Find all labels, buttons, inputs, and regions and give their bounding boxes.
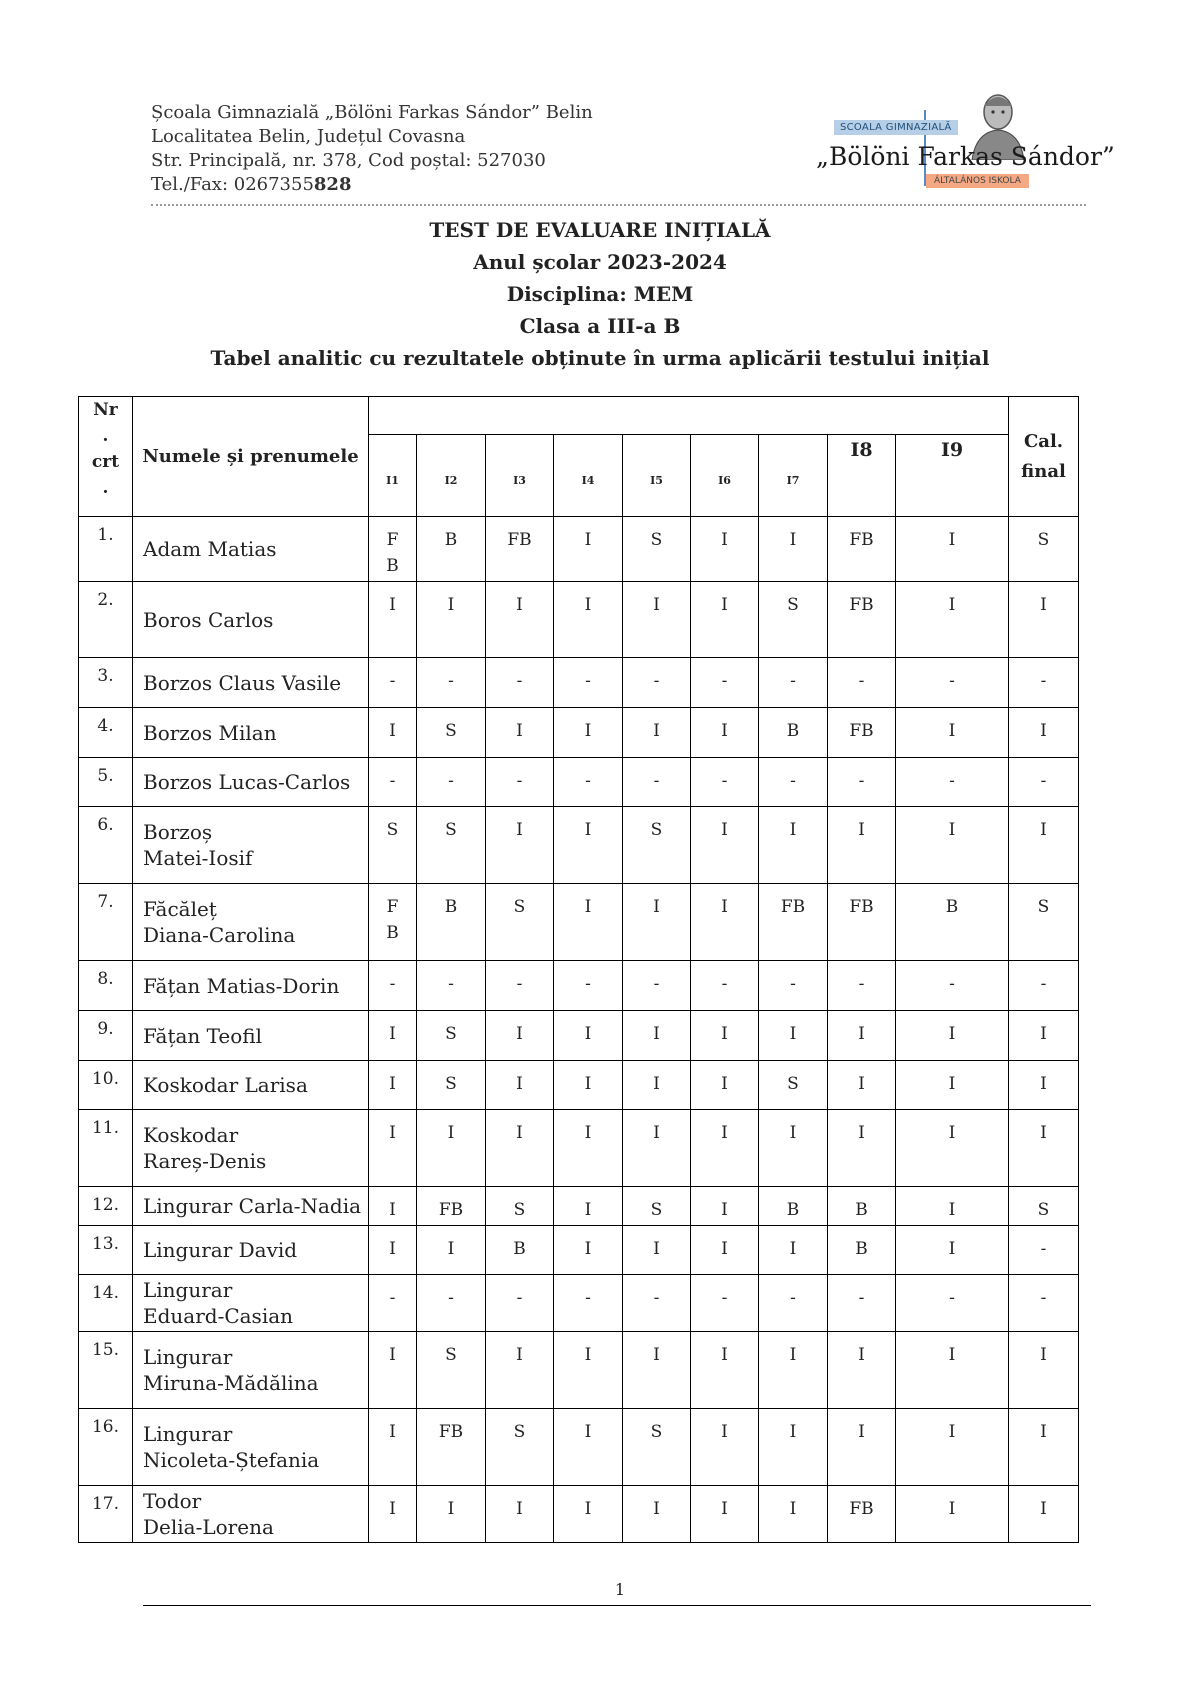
final-grade-cell: I bbox=[1009, 1011, 1079, 1061]
grade-cell: F B bbox=[369, 517, 417, 582]
page-number: 1 bbox=[614, 1580, 626, 1599]
grade-cell: - bbox=[369, 961, 417, 1011]
header-divider bbox=[151, 204, 1086, 206]
grade-cell: I bbox=[759, 1226, 828, 1275]
grade-cell: I bbox=[486, 582, 554, 658]
final-grade-cell: I bbox=[1009, 1110, 1079, 1187]
final-grade-cell: I bbox=[1009, 582, 1079, 658]
final-grade-cell: I bbox=[1009, 1061, 1079, 1110]
final-grade-cell: I bbox=[1009, 1486, 1079, 1543]
grade-cell: I bbox=[369, 1110, 417, 1187]
grade-cell: I bbox=[896, 1409, 1009, 1486]
grade-cell: I bbox=[554, 582, 623, 658]
header-item: I4 bbox=[554, 435, 623, 517]
grade-cell: I bbox=[554, 1409, 623, 1486]
final-grade-cell: - bbox=[1009, 1226, 1079, 1275]
school-logo bbox=[816, 86, 1115, 194]
row-number: 14. bbox=[79, 1275, 133, 1332]
student-name: Borzos Claus Vasile bbox=[133, 658, 369, 708]
final-grade-cell: - bbox=[1009, 961, 1079, 1011]
grade-cell: B bbox=[759, 708, 828, 758]
header-item: I6 bbox=[691, 435, 759, 517]
grade-cell: - bbox=[486, 758, 554, 807]
grade-cell: I bbox=[623, 1486, 691, 1543]
grade-cell: - bbox=[623, 658, 691, 708]
grade-cell: I bbox=[623, 582, 691, 658]
grade-cell: I bbox=[623, 1332, 691, 1409]
grade-cell: B bbox=[417, 884, 486, 961]
grade-cell: I bbox=[896, 517, 1009, 582]
grade-cell: S bbox=[417, 1332, 486, 1409]
table-row bbox=[79, 1409, 1079, 1486]
header-items-group bbox=[369, 397, 1009, 435]
grade-cell: I bbox=[896, 1187, 1009, 1226]
student-name: Boros Carlos bbox=[133, 582, 369, 658]
grade-cell: S bbox=[486, 884, 554, 961]
student-name: Koskodar Larisa bbox=[133, 1061, 369, 1110]
grade-cell: I bbox=[486, 1110, 554, 1187]
grade-cell: B bbox=[896, 884, 1009, 961]
grade-cell: F B bbox=[369, 884, 417, 961]
grade-cell: S bbox=[369, 807, 417, 884]
document-titles bbox=[0, 214, 1200, 374]
table-row bbox=[79, 1110, 1079, 1187]
grade-cell: S bbox=[759, 1061, 828, 1110]
grade-cell: S bbox=[623, 807, 691, 884]
grade-cell: I bbox=[896, 1332, 1009, 1409]
grade-cell: I bbox=[691, 1061, 759, 1110]
row-number: 1. bbox=[79, 517, 133, 582]
final-grade-cell: I bbox=[1009, 1409, 1079, 1486]
grade-cell: - bbox=[486, 658, 554, 708]
grade-cell: FB bbox=[828, 517, 896, 582]
table-row bbox=[79, 1486, 1079, 1543]
grade-cell: I bbox=[896, 807, 1009, 884]
grade-cell: I bbox=[896, 1486, 1009, 1543]
student-name: Lingurar Carla-Nadia bbox=[133, 1187, 369, 1226]
grade-cell: I bbox=[554, 1011, 623, 1061]
grade-cell: I bbox=[828, 1110, 896, 1187]
grade-cell: I bbox=[369, 1061, 417, 1110]
grade-cell: I bbox=[369, 1187, 417, 1226]
logo-bottom-tag: ÁLTALÁNOS ISKOLA bbox=[926, 174, 1029, 188]
final-grade-cell: S bbox=[1009, 1187, 1079, 1226]
grade-cell: FB bbox=[759, 884, 828, 961]
grade-cell: I bbox=[369, 582, 417, 658]
grade-cell: I bbox=[623, 1011, 691, 1061]
school-year: Anul școlar 2023-2024 bbox=[473, 250, 727, 274]
grade-cell: B bbox=[828, 1187, 896, 1226]
street-line: Str. Principală, nr. 378, Cod poștal: 527030 bbox=[151, 150, 546, 171]
grade-cell: I bbox=[554, 1226, 623, 1275]
grade-cell: S bbox=[623, 517, 691, 582]
grade-cell: I bbox=[486, 1011, 554, 1061]
table-row bbox=[79, 1061, 1079, 1110]
grade-cell: I bbox=[369, 708, 417, 758]
grade-cell: I bbox=[417, 1226, 486, 1275]
grade-cell: I bbox=[554, 708, 623, 758]
grade-cell: I bbox=[369, 1226, 417, 1275]
grade-cell: I bbox=[691, 884, 759, 961]
grade-cell: S bbox=[623, 1187, 691, 1226]
header-name: Numele și prenumele bbox=[133, 397, 369, 517]
grade-cell: I bbox=[691, 708, 759, 758]
grade-cell: - bbox=[759, 961, 828, 1011]
grade-cell: B bbox=[417, 517, 486, 582]
grade-cell: S bbox=[417, 807, 486, 884]
grade-cell: FB bbox=[828, 1486, 896, 1543]
grade-cell: S bbox=[486, 1187, 554, 1226]
row-number: 13. bbox=[79, 1226, 133, 1275]
header-item: I3 bbox=[486, 435, 554, 517]
grade-cell: I bbox=[828, 1409, 896, 1486]
table-row bbox=[79, 1275, 1079, 1332]
school-name-line: Școala Gimnazială „Bölöni Farkas Sándor” Belin bbox=[151, 102, 593, 123]
grade-cell: I bbox=[759, 1011, 828, 1061]
student-name: Fățan Teofil bbox=[133, 1011, 369, 1061]
grade-cell: - bbox=[759, 658, 828, 708]
final-grade-cell: - bbox=[1009, 1275, 1079, 1332]
table-row bbox=[79, 758, 1079, 807]
header-nr: Nr . crt . bbox=[79, 397, 133, 517]
grade-cell: FB bbox=[417, 1187, 486, 1226]
grade-cell: S bbox=[417, 1011, 486, 1061]
student-name: Borzos Lucas-Carlos bbox=[133, 758, 369, 807]
grade-cell: - bbox=[828, 758, 896, 807]
header-item: I1 bbox=[369, 435, 417, 517]
locality-line: Localitatea Belin, Județul Covasna bbox=[151, 126, 466, 147]
grade-cell: I bbox=[623, 1061, 691, 1110]
grade-cell: FB bbox=[828, 582, 896, 658]
grade-cell: S bbox=[623, 1409, 691, 1486]
school-address-block bbox=[151, 101, 593, 197]
grade-cell: I bbox=[623, 708, 691, 758]
grade-cell: I bbox=[486, 1332, 554, 1409]
grade-cell: - bbox=[691, 758, 759, 807]
class-name: Clasa a III-a B bbox=[519, 314, 681, 338]
table-row bbox=[79, 884, 1079, 961]
student-name: Borzos Milan bbox=[133, 708, 369, 758]
grade-cell: S bbox=[486, 1409, 554, 1486]
grade-cell: I bbox=[369, 1011, 417, 1061]
grade-cell: I bbox=[417, 582, 486, 658]
grade-cell: I bbox=[554, 1486, 623, 1543]
grade-cell: - bbox=[691, 1275, 759, 1332]
logo-top-tag: SCOALA GIMNAZIALĂ bbox=[834, 120, 958, 135]
grade-cell: B bbox=[828, 1226, 896, 1275]
grade-cell: I bbox=[691, 1486, 759, 1543]
grade-cell: I bbox=[691, 517, 759, 582]
grade-cell: I bbox=[691, 1110, 759, 1187]
table-row bbox=[79, 1332, 1079, 1409]
grade-cell: - bbox=[417, 658, 486, 708]
grade-cell: - bbox=[828, 658, 896, 708]
grade-cell: I bbox=[554, 1332, 623, 1409]
table-row bbox=[79, 658, 1079, 708]
grade-cell: I bbox=[896, 1061, 1009, 1110]
footer-divider bbox=[143, 1605, 1091, 1606]
grade-cell: B bbox=[486, 1226, 554, 1275]
grade-cell: - bbox=[554, 658, 623, 708]
row-number: 15. bbox=[79, 1332, 133, 1409]
grade-cell: I bbox=[828, 807, 896, 884]
grade-cell: - bbox=[623, 758, 691, 807]
student-name: Făcăleț Diana-Carolina bbox=[133, 884, 369, 961]
grade-cell: - bbox=[417, 1275, 486, 1332]
table-row bbox=[79, 961, 1079, 1011]
test-title: TEST DE EVALUARE INIȚIALĂ bbox=[429, 218, 771, 242]
student-name: Lingurar Eduard-Casian bbox=[133, 1275, 369, 1332]
table-row bbox=[79, 1226, 1079, 1275]
results-table bbox=[78, 396, 1079, 1543]
grade-cell: I bbox=[623, 1110, 691, 1187]
grade-cell: I bbox=[623, 1226, 691, 1275]
grade-cell: I bbox=[623, 884, 691, 961]
final-grade-cell: S bbox=[1009, 884, 1079, 961]
grade-cell: S bbox=[759, 582, 828, 658]
grade-cell: I bbox=[759, 1110, 828, 1187]
grade-cell: - bbox=[691, 961, 759, 1011]
grade-cell: FB bbox=[828, 708, 896, 758]
grade-cell: I bbox=[759, 1486, 828, 1543]
header-final: Cal. final bbox=[1009, 397, 1079, 517]
final-grade-cell: - bbox=[1009, 758, 1079, 807]
student-name: Lingurar Nicoleta-Ștefania bbox=[133, 1409, 369, 1486]
grade-cell: B bbox=[759, 1187, 828, 1226]
grade-cell: - bbox=[623, 961, 691, 1011]
row-number: 2. bbox=[79, 582, 133, 658]
table-row bbox=[79, 517, 1079, 582]
grade-cell: I bbox=[486, 1061, 554, 1110]
school-header bbox=[151, 101, 1115, 201]
grade-cell: I bbox=[417, 1110, 486, 1187]
student-name: Fățan Matias-Dorin bbox=[133, 961, 369, 1011]
header-item: I7 bbox=[759, 435, 828, 517]
final-grade-cell: I bbox=[1009, 807, 1079, 884]
table-row bbox=[79, 582, 1079, 658]
row-number: 5. bbox=[79, 758, 133, 807]
grade-cell: I bbox=[896, 1226, 1009, 1275]
grade-cell: I bbox=[691, 1409, 759, 1486]
student-name: Adam Matias bbox=[133, 517, 369, 582]
row-number: 16. bbox=[79, 1409, 133, 1486]
grade-cell: I bbox=[896, 1110, 1009, 1187]
grade-cell: I bbox=[369, 1332, 417, 1409]
row-number: 10. bbox=[79, 1061, 133, 1110]
grade-cell: I bbox=[691, 1011, 759, 1061]
row-number: 4. bbox=[79, 708, 133, 758]
grade-cell: - bbox=[369, 1275, 417, 1332]
grade-cell: I bbox=[417, 1486, 486, 1543]
discipline: Disciplina: MEM bbox=[506, 282, 694, 306]
grade-cell: I bbox=[896, 1011, 1009, 1061]
student-name: Koskodar Rareș-Denis bbox=[133, 1110, 369, 1187]
grade-cell: - bbox=[691, 658, 759, 708]
grade-cell: I bbox=[896, 708, 1009, 758]
row-number: 11. bbox=[79, 1110, 133, 1187]
row-number: 17. bbox=[79, 1486, 133, 1543]
student-name: Todor Delia-Lorena bbox=[133, 1486, 369, 1543]
grade-cell: I bbox=[759, 1409, 828, 1486]
final-grade-cell: I bbox=[1009, 1332, 1079, 1409]
row-number: 12. bbox=[79, 1187, 133, 1226]
final-grade-cell: I bbox=[1009, 708, 1079, 758]
grade-cell: I bbox=[369, 1409, 417, 1486]
grade-cell: FB bbox=[486, 517, 554, 582]
header-item: I9 bbox=[896, 435, 1009, 517]
grade-cell: I bbox=[554, 807, 623, 884]
table-row bbox=[79, 708, 1079, 758]
table-row bbox=[79, 1011, 1079, 1061]
grade-cell: - bbox=[554, 758, 623, 807]
student-name: Lingurar Miruna-Mădălina bbox=[133, 1332, 369, 1409]
grade-cell: I bbox=[759, 1332, 828, 1409]
table-row bbox=[79, 807, 1079, 884]
grade-cell: - bbox=[486, 1275, 554, 1332]
grade-cell: - bbox=[369, 658, 417, 708]
grade-cell: - bbox=[759, 1275, 828, 1332]
grade-cell: - bbox=[828, 1275, 896, 1332]
grade-cell: I bbox=[369, 1486, 417, 1543]
grade-cell: - bbox=[554, 1275, 623, 1332]
row-number: 8. bbox=[79, 961, 133, 1011]
grade-cell: I bbox=[554, 1187, 623, 1226]
grade-cell: I bbox=[554, 1061, 623, 1110]
grade-cell: - bbox=[369, 758, 417, 807]
grade-cell: - bbox=[896, 1275, 1009, 1332]
student-name: Borzoș Matei-Iosif bbox=[133, 807, 369, 884]
table-title: Tabel analitic cu rezultatele obținute în urma aplicării testului inițial bbox=[210, 346, 990, 370]
header-item: I2 bbox=[417, 435, 486, 517]
final-grade-cell: S bbox=[1009, 517, 1079, 582]
student-name: Lingurar David bbox=[133, 1226, 369, 1275]
final-grade-cell: - bbox=[1009, 658, 1079, 708]
table-row bbox=[79, 1187, 1079, 1226]
grade-cell: - bbox=[486, 961, 554, 1011]
grade-cell: I bbox=[691, 1226, 759, 1275]
grade-cell: - bbox=[623, 1275, 691, 1332]
grade-cell: I bbox=[828, 1061, 896, 1110]
grade-cell: I bbox=[691, 1187, 759, 1226]
grade-cell: - bbox=[896, 758, 1009, 807]
grade-cell: I bbox=[759, 517, 828, 582]
row-number: 6. bbox=[79, 807, 133, 884]
grade-cell: - bbox=[828, 961, 896, 1011]
row-number: 3. bbox=[79, 658, 133, 708]
grade-cell: - bbox=[896, 961, 1009, 1011]
header-item: I5 bbox=[623, 435, 691, 517]
grade-cell: FB bbox=[828, 884, 896, 961]
grade-cell: I bbox=[554, 1110, 623, 1187]
grade-cell: - bbox=[759, 758, 828, 807]
grade-cell: I bbox=[486, 708, 554, 758]
logo-name: „Bölöni Farkas Sándor” bbox=[816, 142, 1115, 171]
row-number: 7. bbox=[79, 884, 133, 961]
header-item: I8 bbox=[828, 435, 896, 517]
grade-cell: - bbox=[554, 961, 623, 1011]
phone-line: Tel./Fax: 0267355828 bbox=[151, 174, 352, 195]
grade-cell: - bbox=[417, 758, 486, 807]
grade-cell: I bbox=[486, 807, 554, 884]
grade-cell: - bbox=[417, 961, 486, 1011]
grade-cell: - bbox=[896, 658, 1009, 708]
grade-cell: I bbox=[691, 807, 759, 884]
grade-cell: I bbox=[828, 1332, 896, 1409]
grade-cell: I bbox=[691, 1332, 759, 1409]
grade-cell: I bbox=[896, 582, 1009, 658]
grade-cell: S bbox=[417, 708, 486, 758]
grade-cell: I bbox=[691, 582, 759, 658]
row-number: 9. bbox=[79, 1011, 133, 1061]
grade-cell: I bbox=[759, 807, 828, 884]
grade-cell: I bbox=[486, 1486, 554, 1543]
grade-cell: I bbox=[554, 884, 623, 961]
grade-cell: I bbox=[828, 1011, 896, 1061]
grade-cell: S bbox=[417, 1061, 486, 1110]
grade-cell: FB bbox=[417, 1409, 486, 1486]
grade-cell: I bbox=[554, 517, 623, 582]
